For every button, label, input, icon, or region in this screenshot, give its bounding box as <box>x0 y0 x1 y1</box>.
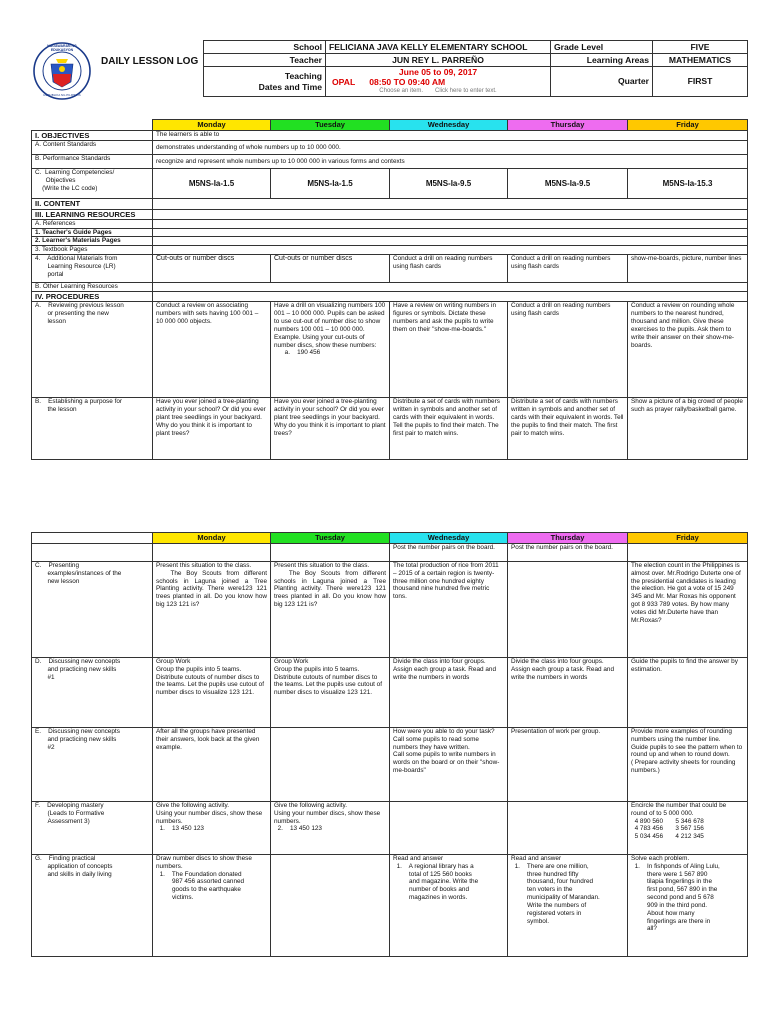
carry-tuesday <box>271 544 390 562</box>
dates-cell <box>326 67 551 97</box>
proc-g-friday: Solve each problem. 1. In fishponds of Aling Lulu, there were 1 567 890 tilapia fingerlings in the first pond, 567 890 in the second pond and 5 678 909 in the third pond. About how many fingerlings are there in all? <box>628 855 748 957</box>
procedures-empty <box>153 292 748 302</box>
proc-g-wednesday: Read and answer 1. A regional library has a total of 125 560 books and magazine. Write the number of books and magazines in words. <box>390 855 508 957</box>
proc-d-label: D. Discussing new concepts and practicing new skills #1 <box>32 658 153 728</box>
proc-e-monday: After all the groups have presented their answers, look back at the given example. <box>153 728 271 802</box>
dates-time-row <box>332 78 544 88</box>
proc-e-wednesday: How were you able to do your task? Call some pupils to read some numbers they have written. Call some pupils to write numbers in words on the board or on their "show-me-boards" <box>390 728 508 802</box>
additional-monday: Cut-outs or number discs <box>153 255 271 283</box>
carry-wednesday: Post the number pairs on the board. <box>390 544 508 562</box>
corner-cell-2 <box>32 533 153 544</box>
additional-tuesday: Cut-outs or number discs <box>271 255 390 283</box>
corner-cell <box>32 120 153 131</box>
lc-code-friday: M5NS-Ia-15.3 <box>628 169 748 199</box>
performance-standards-label: B. Performance Standards <box>32 155 153 169</box>
proc-f-monday: Give the following activity. Using your number discs, show these numbers. 1. 13 450 123 <box>153 802 271 855</box>
teachers-guide-label: 1. Teacher's Guide Pages <box>32 228 153 237</box>
proc-g-monday: Draw number discs to show these numbers. 1. The Foundation donated 987 456 assorted canned goods to the earthquake victims. <box>153 855 271 957</box>
grade-label: Grade Level <box>551 41 653 54</box>
proc-d-thursday: Divide the class into four groups. Assign each group a task. Read and write the numbers in words <box>508 658 628 728</box>
proc-f-label: F. Developing mastery (Leads to Formative Assessment 3) <box>32 802 153 855</box>
teachers-guide-empty <box>153 228 748 237</box>
proc-a-wednesday: Have a review on writing numbers in figures or symbols. Dictate these numbers and ask the pupils to write them on their "show-me-boards." <box>390 302 508 398</box>
carry-friday <box>628 544 748 562</box>
day-tuesday: Tuesday <box>271 120 390 131</box>
proc-c-tuesday: Present this situation to the class. The Boy Scouts from different schools in Laguna joined a Tree Planting activity. There were123 121 trees planted in all. Do you know how big 123 121 is? <box>271 562 390 658</box>
objectives-heading: I. OBJECTIVES <box>32 131 153 141</box>
logo-text: KAGAWARAN NG EDUKASYON <box>47 44 77 52</box>
additional-materials-label: 4. Additional Materials from Learning Resource (LR) portal <box>32 255 153 283</box>
content-heading: II. CONTENT <box>32 199 153 209</box>
header-info-table <box>203 40 748 97</box>
teacher-label: Teacher <box>204 54 326 67</box>
resources-empty <box>153 209 748 219</box>
proc-b-thursday: Distribute a set of cards with numbers written in symbols and another set of cards with their equivalent in words. Tell the pupils to find their match. The first pair to match wins. <box>508 398 628 460</box>
day-friday: Friday <box>628 120 748 131</box>
lc-code-tuesday: M5NS-Ia-1.5 <box>271 169 390 199</box>
day-wednesday-2: Wednesday <box>390 533 508 544</box>
carry-monday <box>153 544 271 562</box>
proc-a-friday: Conduct a review on rounding whole numbers to the nearest hundred, thousand and million. Give these exercises to the pupils. Ask them to write their answer on their show-me-boards. <box>628 302 748 398</box>
proc-c-thursday <box>508 562 628 658</box>
proc-e-friday: Provide more examples of rounding numbers using the number line. Guide pupils to see the pattern when to round up and when to round down. ( Prepare activity sheets for rounding numbers.) <box>628 728 748 802</box>
day-thursday-2: Thursday <box>508 533 628 544</box>
other-resources-label: B. Other Learning Resources <box>32 283 153 292</box>
lc-code-monday: M5NS-Ia-1.5 <box>153 169 271 199</box>
additional-thursday: Conduct a drill on reading numbers using flash cards <box>508 255 628 283</box>
dates-range: June 05 to 09, 2017 <box>398 67 478 78</box>
proc-c-label: C. Presenting examples/instances of the new lesson <box>32 562 153 658</box>
proc-a-tuesday: Have a drill on visualizing numbers 100 001 – 10 000 000. Pupils can be asked to use cut-out of number disc to show numbers 100 001 – 10 000 000. Example. Using your cut-outs of number discs, show these numbers: a. 190 456 <box>271 302 390 398</box>
proc-b-monday: Have you ever joined a tree-planting activity in your school? Or did you ever plant tree seedlings in your backyard. Why do you think it is important to plant trees? <box>153 398 271 460</box>
proc-b-friday: Show a picture of a big crowd of people such as prayer rally/basketball game. <box>628 398 748 460</box>
procedures-heading: IV. PROCEDURES <box>32 292 153 302</box>
dates-label: Teaching Dates and Time <box>204 67 326 97</box>
proc-d-monday: Group Work Group the pupils into 5 teams. Distribute cutouts of number discs to the teams. Let the pupils use cutout of number discs to visualize 123 121. <box>153 658 271 728</box>
content-standards-text: demonstrates understanding of whole numbers up to 10 000 000. <box>153 141 748 155</box>
proc-g-thursday: Read and answer 1. There are one million, three hundred fifty thousand, four hundred ten voters in the municipality of Marandan. Write the numbers of registered voters in symbol. <box>508 855 628 957</box>
resources-heading: III. LEARNING RESOURCES <box>32 209 153 219</box>
proc-g-label: G. Finding practical application of concepts and skills in daily living <box>32 855 153 957</box>
school-label: School <box>204 41 326 54</box>
logo-subtext: REPUBLIKA NG PILIPINAS <box>43 93 81 97</box>
class-time: 08:50 TO 09:40 AM <box>369 77 446 88</box>
page-title: DAILY LESSON LOG <box>101 56 199 67</box>
dates-hints <box>332 88 544 95</box>
performance-standards-text: recognize and represent whole numbers up to 10 000 000 in various forms and contexts <box>153 155 748 169</box>
day-thursday: Thursday <box>508 120 628 131</box>
proc-f-thursday <box>508 802 628 855</box>
day-friday-2: Friday <box>628 533 748 544</box>
lc-code-thursday: M5NS-Ia-9.5 <box>508 169 628 199</box>
area-value: MATHEMATICS <box>653 54 748 67</box>
carry-label <box>32 544 153 562</box>
proc-f-friday: Encircle the number that could be round of to 5 000 000. 4 890 560 5 346 678 4 783 456 3 567 156 5 034 456 4 212 345 <box>628 802 748 855</box>
proc-a-monday: Conduct a review on associating numbers with sets having 100 001 – 10 000 000 objects. <box>153 302 271 398</box>
quarter-label: Quarter <box>551 67 653 97</box>
additional-wednesday: Conduct a drill on reading numbers using flash cards <box>390 255 508 283</box>
proc-a-label: A. Reviewing previous lesson or presenting the new lesson <box>32 302 153 398</box>
textbook-empty <box>153 246 748 255</box>
proc-d-wednesday: Divide the class into four groups. Assign each group a task. Read and write the numbers in words <box>390 658 508 728</box>
proc-d-tuesday: Group Work Group the pupils into 5 teams. Distribute cutouts of number discs to the teams. Let the pupils use cutout of number discs to visualize 123 121. <box>271 658 390 728</box>
objectives-text: The learners is able to <box>153 131 748 141</box>
proc-c-monday: Present this situation to the class. The Boy Scouts from different schools in Laguna joined a Tree Planting activity. There were123 121 trees planted in all. Do you know how big 123 121 is? <box>153 562 271 658</box>
references-label: A. References <box>32 219 153 228</box>
quarter-value: FIRST <box>653 67 748 97</box>
content-standards-label: A. Content Standards <box>32 141 153 155</box>
learners-materials-empty <box>153 237 748 246</box>
textbook-label: 3. Textbook Pages <box>32 246 153 255</box>
proc-c-friday: The election count in the Philippines is almost over. Mr.Rodrigo Duterte one of the presidential candidates is leading the election. He got a vote of 15 249 345 and Mr. Mar Roxas his opponent got 8 933 789 votes. By how many votes did Mr.Duterte have than Mr.Roxas? <box>628 562 748 658</box>
proc-b-wednesday: Distribute a set of cards with numbers written in symbols and another set of cards with their equivalent in words. Tell the pupils to find their match. The first pair to match wins. <box>390 398 508 460</box>
proc-e-tuesday <box>271 728 390 802</box>
other-resources-empty <box>153 283 748 292</box>
references-empty <box>153 219 748 228</box>
day-monday: Monday <box>153 120 271 131</box>
grade-value: FIVE <box>653 41 748 54</box>
lesson-table-page1 <box>31 119 748 460</box>
lesson-table-page2 <box>31 532 748 957</box>
proc-c-wednesday: The total production of rice from 2011 – 2015 of a certain region is twenty-three million one hundred eighty thousand nine hundred five metric tons. <box>390 562 508 658</box>
day-wednesday: Wednesday <box>390 120 508 131</box>
proc-e-thursday: Presentation of work per group. <box>508 728 628 802</box>
proc-f-tuesday: Give the following activity. Using your number discs, show these numbers. 2. 13 450 123 <box>271 802 390 855</box>
item-chooser[interactable]: Choose an item. <box>379 87 423 94</box>
proc-d-friday: Guide the pupils to find the answer by estimation. <box>628 658 748 728</box>
proc-a-thursday: Conduct a drill on reading numbers using flash cards <box>508 302 628 398</box>
teacher-value: JUN REY L. PARREÑO <box>326 54 551 67</box>
area-label: Learning Areas <box>551 54 653 67</box>
additional-friday: show-me-boards, picture, number lines <box>628 255 748 283</box>
proc-g-tuesday <box>271 855 390 957</box>
day-tuesday-2: Tuesday <box>271 533 390 544</box>
learners-materials-label: 2. Learner's Materials Pages <box>32 237 153 246</box>
competencies-label: C. Learning Competencies/ Objectives (Write the LC code) <box>32 169 153 199</box>
content-empty <box>153 199 748 209</box>
proc-e-label: E. Discussing new concepts and practicing new skills #2 <box>32 728 153 802</box>
proc-b-label: B. Establishing a purpose for the lesson <box>32 398 153 460</box>
proc-b-tuesday: Have you ever joined a tree-planting activity in your school? Or did you ever plant tree seedlings in your backyard. Why do you think it is important to plant trees? <box>271 398 390 460</box>
carry-thursday: Post the number pairs on the board. <box>508 544 628 562</box>
text-entry[interactable]: Click here to enter text. <box>435 87 497 94</box>
proc-f-wednesday <box>390 802 508 855</box>
day-monday-2: Monday <box>153 533 271 544</box>
section-name: OPAL <box>332 77 356 88</box>
school-value: FELICIANA JAVA KELLY ELEMENTARY SCHOOL <box>326 41 551 54</box>
lc-code-wednesday: M5NS-Ia-9.5 <box>390 169 508 199</box>
